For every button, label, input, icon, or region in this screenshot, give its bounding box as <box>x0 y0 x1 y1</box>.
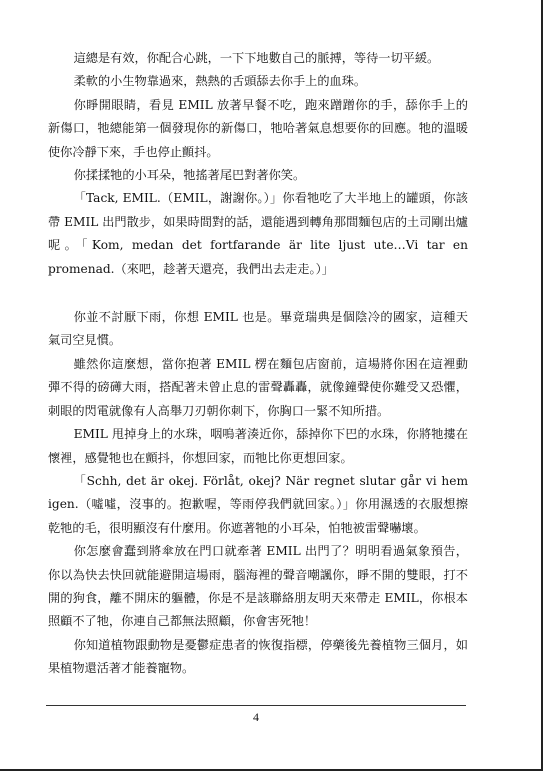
paragraph-8: EMIL 甩掉身上的水珠，咽嗚著湊近你，舔掉你下巴的水珠，你將牠摟在懷裡，感覺牠也在顫抖，你想回家，而牠比你更想回家。 <box>48 427 468 465</box>
section-gap <box>48 281 468 306</box>
page-number: 4 <box>253 710 259 724</box>
paragraph-1: 這總是有效，你配合心跳，一下下地數自己的脈搏，等待一切平緩。 <box>73 51 440 65</box>
paragraph-5: 「Tack, EMIL.（EMIL，謝謝你。）」你看牠吃了大半地上的罐頭，你該帶 EMIL 出門散步，如果時間對的話，還能遇到轉角那間麵包店的土司剛出爐呢。「Kom, medan det fortfarande är lite ljust ute…Vi tar en promenad.（來吧，趁著天還亮，我們出去走走。）」 <box>48 191 468 276</box>
paragraph-3: 你睜開眼睛，看見 EMIL 放著早餐不吃，跑來蹭蹭你的手，舔你手上的新傷口，牠總能第一個發現你的新傷口，牠哈著氣息想要你的回應。牠的溫暖使你冷靜下來，手也停止顫抖。 <box>48 97 468 159</box>
paragraph-9: 「Schh, det är okej. Förlåt, okej? När regnet slutar går vi hem igen.（噓噓，沒事的。抱歉喔，等雨停我們就回家。）」你用濕透的衣服想擦乾牠的毛，很明顯沒有什麼用。你遮著牠的小耳朵，怕牠被雷聲嚇壞。 <box>48 473 468 535</box>
paragraph-10: 你怎麼會蠢到將傘放在門口就牽著 EMIL 出門了？明明看過氣象預告，你以為快去快回就能避開這場雨，腦海裡的聲音嘲諷你，睜不開的雙眼，打不開的狗食，離不開床的軀體，你是不是該聯絡朋友明天來帶走 EMIL，你根本照顧不了牠，你連自己都無法照顧，你會害死牠！ <box>48 544 468 629</box>
paragraph-11: 你知道植物跟動物是憂鬱症患者的恢復指標，停藥後先養植物三個月，如果植物還活著才能養寵物。 <box>48 637 468 676</box>
paragraph-6: 你並不討厭下雨，你想 EMIL 也是。畢竟瑞典是個陰冷的國家，這種天氣司空見慣。 <box>48 310 468 348</box>
paragraph-4: 你揉揉牠的小耳朵，牠搖著尾巴對著你笑。 <box>73 168 306 183</box>
paragraph-7: 雖然你這麼想，當你抱著 EMIL 楞在麵包店窗前，這場將你困在這裡動彈不得的磅礡大雨，搭配著未曾止息的雷聲轟轟，就像鐘聲使你難受又恐懼，刺眼的閃電就像有人高舉刀刃朝你刺下，你胸口一緊不知所措。 <box>48 356 468 418</box>
footer-divider <box>46 705 466 706</box>
body-text <box>48 47 468 681</box>
paragraph-2: 柔軟的小生物靠過來，熱熱的舌頭舔去你手上的血珠。 <box>73 74 367 89</box>
